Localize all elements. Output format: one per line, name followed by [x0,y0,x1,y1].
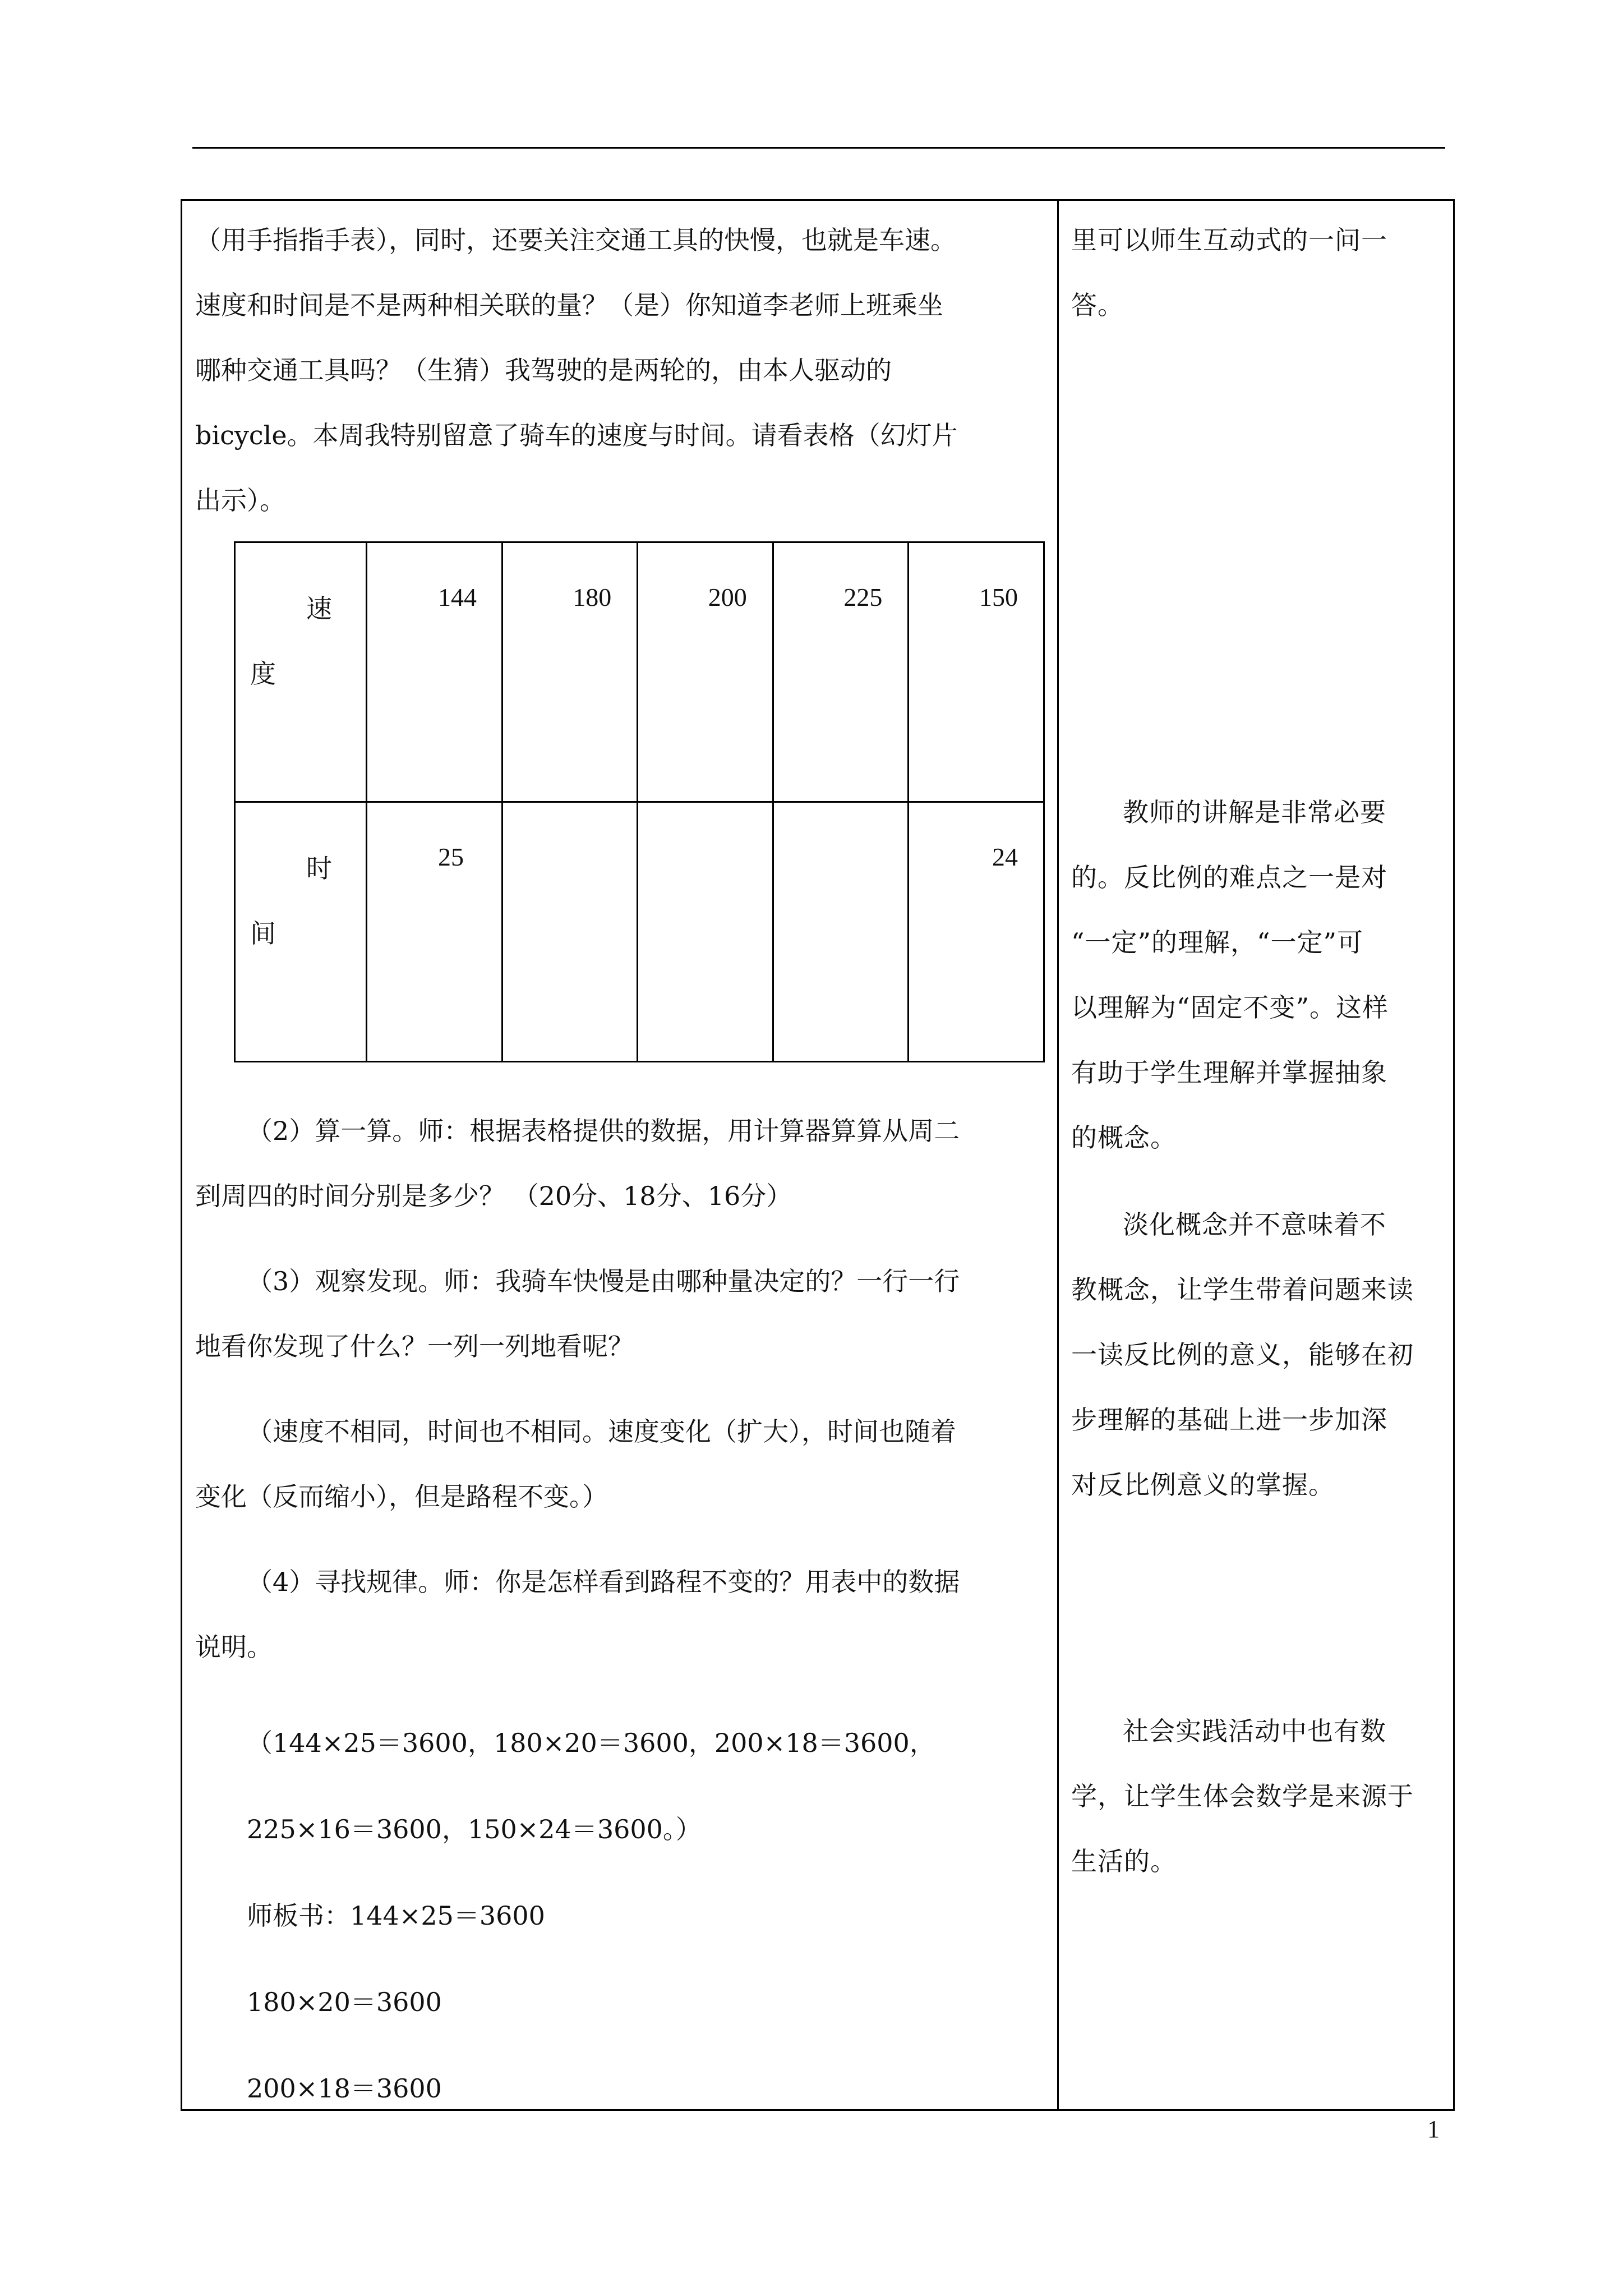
table-cell: 144 [367,542,502,802]
step3-paragraph [195,1249,1048,1379]
header-rule [192,147,1445,149]
commentary-line: 学，让学生体会数学是来源于 [1071,1781,1414,1811]
commentary-line: 的概念。 [1071,1122,1177,1153]
step2-line: 到周四的时间分别是多少？ （20分、18分、16分） [195,1181,792,1211]
commentary-line: 以理解为“固定不变”。这样 [1071,992,1389,1023]
commentary-line: 答。 [1071,290,1124,320]
board-line: 师板书：144×25＝3600 [247,1901,545,1931]
row-header-char: 度 [250,660,276,688]
commentary-line: “一定”的理解，“一定”可 [1071,927,1364,958]
table-cell [502,802,638,1062]
table-cell: 180 [502,542,638,802]
step2-line: （2）算一算。师：根据表格提供的数据，用计算器算算从周二 [247,1116,960,1146]
commentary-line: 一读反比例的意义，能够在初 [1071,1340,1414,1370]
commentary-block-2 [1071,780,1444,1170]
commentary-block-3 [1071,1192,1444,1517]
paragraph-gap [195,1228,1048,1249]
step3-answer-paragraph [195,1399,1048,1529]
column-divider [1057,199,1059,2111]
commentary-line: 对反比例意义的掌握。 [1071,1470,1335,1500]
commentary-block-4 [1071,1699,1444,1894]
step2-paragraph [195,1098,1048,1228]
commentary-line: 的。反比例的难点之一是对 [1071,862,1387,892]
table-cell: 225 [773,542,909,802]
commentary-line: 步理解的基础上进一步加深 [1071,1405,1387,1435]
intro-line: （用手指指手表），同时，还要关注交通工具的快慢，也就是车速。 [195,225,956,255]
step4-line: （4）寻找规律。师：你是怎样看到路程不变的？用表中的数据 [247,1567,960,1597]
step3-line: （3）观察发现。师：我骑车快慢是由哪种量决定的？一行一行 [247,1266,960,1296]
paragraph-gap [195,1379,1048,1399]
commentary-line: 生活的。 [1071,1846,1177,1876]
row-header-char: 速 [306,595,332,623]
row-header-speed [235,542,367,802]
page-number: 1 [1427,2115,1440,2143]
step3-answer-line: （速度不相同，时间也不相同。速度变化（扩大），时间也随着 [247,1416,956,1447]
calc-line: （144×25＝3600，180×20＝3600，200×18＝3600， [247,1728,935,1758]
row-header-char: 间 [250,919,276,948]
commentary-line: 社会实践活动中也有数 [1123,1716,1386,1746]
main-column [195,208,1048,2132]
intro-paragraph [195,208,1048,533]
commentary-line: 教师的讲解是非常必要 [1123,797,1386,827]
intro-line: 哪种交通工具吗？（生猜）我驾驶的是两轮的，由本人驱动的 [195,355,892,385]
step4-paragraph [195,1549,1048,1680]
commentary-line: 淡化概念并不意味着不 [1123,1209,1386,1240]
intro-line: 出示）。 [195,485,285,516]
row-header-time [235,802,367,1062]
commentary-line: 有助于学生理解并掌握抽象 [1071,1057,1387,1088]
commentary-line: 里可以师生互动式的一问一 [1071,225,1387,255]
table-cell [638,802,773,1062]
commentary-block-1 [1071,208,1444,338]
table-cell: 200 [638,542,773,802]
row-header-char: 时 [306,854,332,883]
intro-line: bicycle。本周我特别留意了骑车的速度与时间。请看表格（幻灯片 [195,420,958,450]
step3-answer-line: 变化（反而缩小），但是路程不变。） [195,1481,608,1512]
intro-line: 速度和时间是不是两种相关联的量？（是）你知道李老师上班乘坐 [195,290,943,320]
table-cell [773,802,909,1062]
paragraph-gap [195,1680,1048,1700]
step3-line: 地看你发现了什么？一列一列地看呢？ [195,1331,634,1361]
speed-time-table [234,541,1045,1062]
commentary-line: 教概念，让学生带着问题来读 [1071,1274,1414,1305]
table-cell: 24 [909,802,1044,1062]
table-row-time [235,802,1044,1062]
board-line: 200×18＝3600 [247,2073,442,2104]
step4-line: 说明。 [195,1632,273,1662]
calc-line: 225×16＝3600，150×24＝3600。） [247,1814,702,1844]
table-cell: 25 [367,802,502,1062]
table-row-speed [235,542,1044,802]
paragraph-gap [195,1529,1048,1549]
table-cell: 150 [909,542,1044,802]
board-line: 180×20＝3600 [247,1987,442,2017]
